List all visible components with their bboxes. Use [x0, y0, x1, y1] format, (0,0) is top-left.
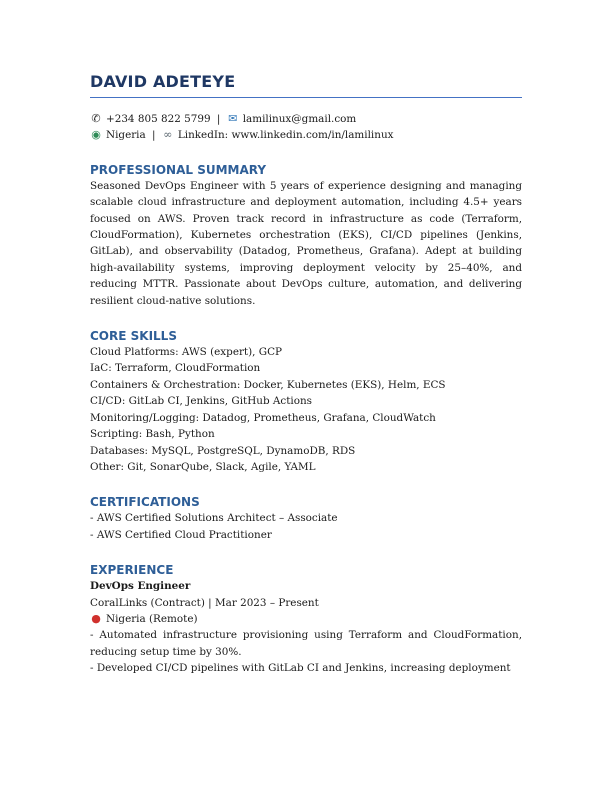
pin-icon: ● [91, 611, 101, 625]
phone-number: +234 805 822 5799 [106, 113, 211, 125]
certification-item: - AWS Certified Cloud Practitioner [90, 528, 272, 541]
certifications-section [90, 494, 522, 543]
job-bullet: - Automated infrastructure provisioning using Terraform and CloudFormation, reducing setup time by 30%. [90, 629, 522, 658]
email-icon: ✉ [228, 112, 238, 125]
skills-section [90, 328, 522, 475]
certification-item: - AWS Certified Solutions Architect – Associate [90, 512, 338, 525]
linkedin-link[interactable]: www.linkedin.com/in/lamilinux [231, 129, 394, 142]
job-bullet: - Developed CI/CD pipelines with GitLab CI and Jenkins, increasing deployment [90, 662, 511, 675]
contact-separator: | [152, 129, 156, 142]
resume-content [90, 72, 522, 677]
skills-heading: CORE SKILLS [90, 329, 177, 344]
contact-line-1 [90, 111, 522, 127]
job-location: Nigeria (Remote) [106, 612, 198, 625]
candidate-name: DAVID ADETEYE [90, 72, 236, 91]
email-link[interactable]: lamilinux@gmail.com [242, 113, 357, 125]
linkedin-label: LinkedIn: [177, 129, 229, 142]
summary-heading: PROFESSIONAL SUMMARY [90, 162, 267, 177]
skill-item: Cloud Platforms: AWS (expert), GCP [90, 346, 283, 359]
summary-text: Seasoned DevOps Engineer with 5 years of experience designing and managing scalable cloud infrastructure and deployment automation, including 4.5+ years focused on AWS. Proven track record in infrastructure as code (Terraform, CloudFormation), Kubernetes orchestration (EKS), CI/CD pipelines (Jenkins, GitLab), and observability (Datadog, Prometheus, Grafana). Adept at building high-availability systems, improving deployment velocity by 25–40%, and reducing MTTR. Passionate about DevOps culture, automation, and delivering resilient cloud-native solutions. [90, 179, 522, 307]
skill-item: Other: Git, SonarQube, Slack, Agile, YAML [90, 460, 316, 473]
link-icon: ∞ [163, 128, 173, 142]
contact-line-2 [90, 127, 522, 143]
contact-separator: | [216, 113, 221, 125]
experience-section [90, 562, 522, 676]
skill-item: Containers & Orchestration: Docker, Kubernetes (EKS), Helm, ECS [90, 378, 446, 391]
skill-item: Databases: MySQL, PostgreSQL, DynamoDB, RDS [90, 444, 356, 457]
contact-block [90, 111, 522, 144]
skill-item: CI/CD: GitLab CI, Jenkins, GitHub Actions [90, 395, 313, 408]
job-location-line [90, 611, 522, 627]
experience-heading: EXPERIENCE [90, 563, 174, 578]
skill-item: Monitoring/Logging: Datadog, Prometheus, Grafana, CloudWatch [90, 411, 436, 424]
job-company-dates: CoralLinks (Contract) | Mar 2023 – Present [90, 596, 319, 609]
certifications-heading: CERTIFICATIONS [90, 495, 200, 510]
phone-icon: ✆ [91, 112, 101, 125]
skill-item: IaC: Terraform, CloudFormation [90, 362, 261, 375]
globe-icon: ◉ [91, 128, 101, 142]
header-divider [90, 97, 522, 98]
skill-item: Scripting: Bash, Python [90, 428, 215, 441]
summary-section [90, 162, 522, 309]
location: Nigeria [106, 129, 146, 142]
job-title: DevOps Engineer [90, 580, 191, 593]
